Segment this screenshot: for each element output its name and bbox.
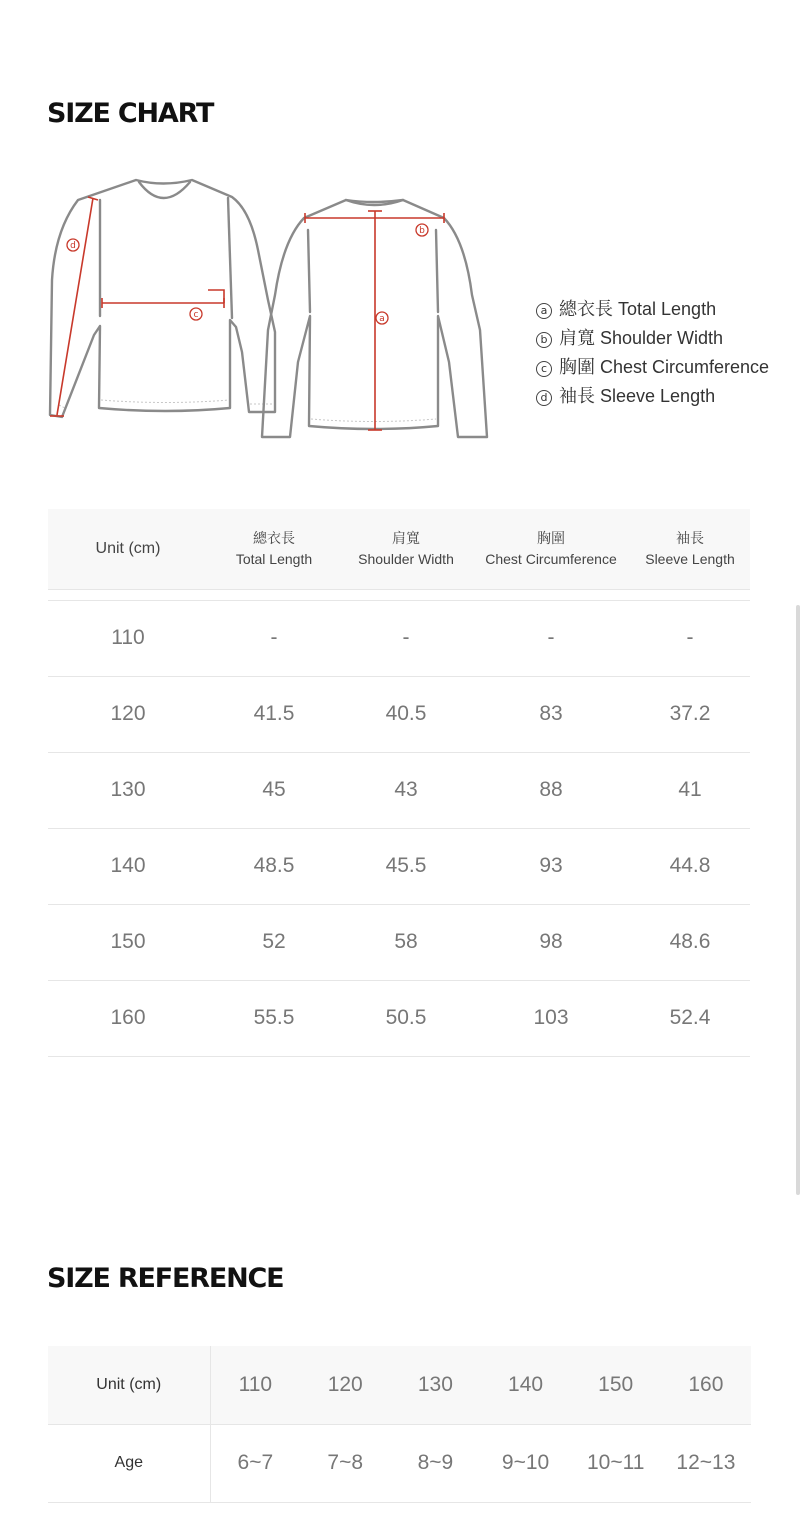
table-cell: 160 <box>661 1346 751 1424</box>
table-cell: 48.5 <box>208 828 340 904</box>
age-row <box>48 1424 751 1502</box>
table-cell: 110 <box>210 1346 300 1424</box>
legend-label: 肩寬 Shoulder Width <box>559 328 724 348</box>
table-cell: - <box>630 600 750 676</box>
table-cell: 41 <box>630 752 750 828</box>
table-cell: 150 <box>571 1346 661 1424</box>
table-row <box>48 676 750 752</box>
table-cell: 58 <box>340 904 472 980</box>
measurement-legend <box>536 296 769 412</box>
mark-c-icon <box>190 308 202 320</box>
age-label: Age <box>48 1424 210 1502</box>
header-spacer <box>48 589 750 600</box>
table-cell: 45.5 <box>340 828 472 904</box>
legend-item-total-length <box>536 296 769 325</box>
unit-label: Unit (cm) <box>48 1346 210 1424</box>
svg-text:c: c <box>193 310 199 320</box>
table-cell: 50.5 <box>340 980 472 1056</box>
mark-b-icon <box>416 224 428 236</box>
table-cell: 130 <box>48 752 208 828</box>
table-cell: 12~13 <box>661 1424 751 1502</box>
table-cell: 52.4 <box>630 980 750 1056</box>
table-cell: 140 <box>48 828 208 904</box>
shirt-measurement-diagram <box>40 165 500 450</box>
table-cell: 10~11 <box>571 1424 661 1502</box>
table-cell: 88 <box>472 752 630 828</box>
table-cell: - <box>340 600 472 676</box>
table-cell: 45 <box>208 752 340 828</box>
scrollbar[interactable] <box>796 605 800 1195</box>
size-row <box>48 1346 751 1424</box>
table-cell: 140 <box>480 1346 570 1424</box>
svg-text:b: b <box>419 226 425 236</box>
circled-d-icon: d <box>536 390 552 406</box>
table-cell: 83 <box>472 676 630 752</box>
size-reference-table <box>48 1346 751 1503</box>
table-cell: 120 <box>48 676 208 752</box>
table-cell: 103 <box>472 980 630 1056</box>
table-row <box>48 828 750 904</box>
table-cell: 8~9 <box>390 1424 480 1502</box>
mark-a-icon <box>376 312 388 324</box>
circled-b-icon: b <box>536 332 552 348</box>
svg-text:a: a <box>379 314 385 324</box>
table-cell: 110 <box>48 600 208 676</box>
table-cell: 160 <box>48 980 208 1056</box>
table-cell: 93 <box>472 828 630 904</box>
table-cell: 6~7 <box>210 1424 300 1502</box>
table-row <box>48 600 750 676</box>
table-cell: 98 <box>472 904 630 980</box>
table-cell: 44.8 <box>630 828 750 904</box>
table-row <box>48 752 750 828</box>
size-chart-title: SIZE CHART <box>47 98 214 129</box>
table-cell: 52 <box>208 904 340 980</box>
svg-text:d: d <box>70 241 76 251</box>
size-chart-table <box>48 509 750 1057</box>
header-shoulder-width: 肩寬 Shoulder Width <box>340 509 472 589</box>
header-total-length: 總衣長 Total Length <box>208 509 340 589</box>
header-sleeve-length: 袖長 Sleeve Length <box>630 509 750 589</box>
table-cell: 41.5 <box>208 676 340 752</box>
legend-item-chest-circumference <box>536 354 769 383</box>
table-cell: 150 <box>48 904 208 980</box>
size-reference-title: SIZE REFERENCE <box>47 1263 284 1294</box>
table-cell: - <box>208 600 340 676</box>
table-cell: 40.5 <box>340 676 472 752</box>
table-cell: 43 <box>340 752 472 828</box>
mark-d-icon <box>67 239 79 251</box>
table-cell: 120 <box>300 1346 390 1424</box>
circled-c-icon: c <box>536 361 552 377</box>
header-chest-circumference: 胸圍 Chest Circumference <box>472 509 630 589</box>
front-shirt-outline <box>50 180 275 417</box>
table-cell: 7~8 <box>300 1424 390 1502</box>
table-cell: 9~10 <box>480 1424 570 1502</box>
legend-item-sleeve-length <box>536 383 769 412</box>
legend-label: 胸圍 Chest Circumference <box>559 357 770 377</box>
legend-label: 總衣長 Total Length <box>559 299 717 319</box>
table-cell: 130 <box>390 1346 480 1424</box>
table-row <box>48 904 750 980</box>
table-cell: 48.6 <box>630 904 750 980</box>
unit-header: Unit (cm) <box>48 509 208 589</box>
circled-a-icon: a <box>536 303 552 319</box>
legend-item-shoulder-width <box>536 325 769 354</box>
table-header-row <box>48 509 750 589</box>
table-row <box>48 980 750 1056</box>
table-cell: - <box>472 600 630 676</box>
table-cell: 37.2 <box>630 676 750 752</box>
legend-label: 袖長 Sleeve Length <box>559 386 716 406</box>
table-cell: 55.5 <box>208 980 340 1056</box>
